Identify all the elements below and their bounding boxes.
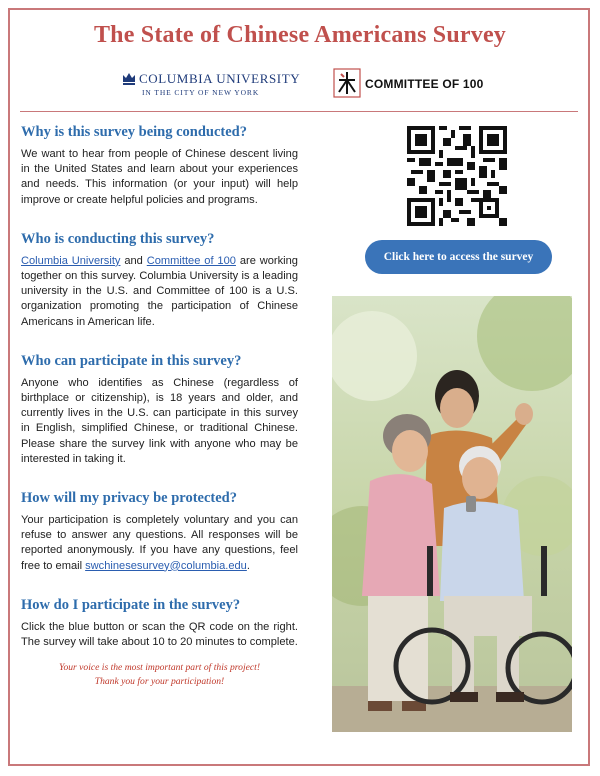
committee-mark-icon [333, 68, 361, 98]
heading-who-participate: Who can participate in this survey? [21, 352, 242, 369]
info-column [21, 124, 298, 689]
committee-logo-name: COMMITTEE OF 100 [365, 77, 484, 91]
page-title: The State of Chinese Americans Survey [93, 22, 507, 48]
body-privacy [21, 513, 298, 574]
who-conducting-text: are working together on this survey. Columbia University is a leading university in the U.S. and Committee of 100 is a U.S. organization promoting the participation of Chinese Americans in American life. [21, 254, 298, 328]
access-survey-button[interactable]: Click here to access the survey [365, 240, 552, 274]
closing-line-1: Your voice is the most important part of this project! [58, 662, 261, 674]
email-link[interactable]: swchinesesurvey@columbia.edu [85, 559, 247, 572]
closing-line-2: Thank you for your participation! [94, 676, 225, 688]
heading-privacy: How will my privacy be protected? [21, 490, 237, 507]
columbia-logo [122, 70, 301, 102]
columbia-link[interactable]: Columbia University [21, 254, 121, 267]
heading-who-conducting: Who is conducting this survey? [21, 230, 215, 247]
columbia-logo-name: COLUMBIA UNIVERSITY [139, 71, 301, 86]
family-photo [332, 296, 572, 732]
columbia-logo-sub: IN THE CITY OF NEW YORK [142, 88, 260, 97]
qr-code-icon[interactable] [407, 126, 507, 226]
privacy-text: Your participation is completely voluntary and you can refuse to answer any questions. All responses will be reported anonymously. If you have any questions, feel free to email [21, 514, 298, 572]
body-why: We want to hear from people of Chinese descent living in the United States and learn about your experiences and needs. This information (or your input) will help improve or create helpful policies and programs. [21, 148, 298, 206]
committee-logo [333, 68, 493, 102]
body-who-conducting [21, 254, 298, 330]
privacy-end: . [246, 559, 250, 572]
crown-icon [122, 71, 136, 85]
heading-why: Why is this survey being conducted? [21, 124, 247, 140]
closing-message [21, 661, 298, 689]
body-how: Click the blue button or scan the QR code on the right. The survey will take about 10 to 20 minutes to complete. [21, 620, 298, 649]
committee-link[interactable]: Committee of 100 [146, 254, 236, 267]
heading-how: How do I participate in the survey? [21, 596, 241, 613]
and-text: and [120, 254, 147, 267]
header-divider [20, 111, 578, 112]
body-who-participate: Anyone who identifies as Chinese (regardless of birthplace or citizenship), is 18 years and older, and currently lives in the U.S. can participate in this survey in English, simplified Chinese, or traditional Chinese. Please share the survey link with anyone who may be interested in taking it. [21, 376, 298, 465]
